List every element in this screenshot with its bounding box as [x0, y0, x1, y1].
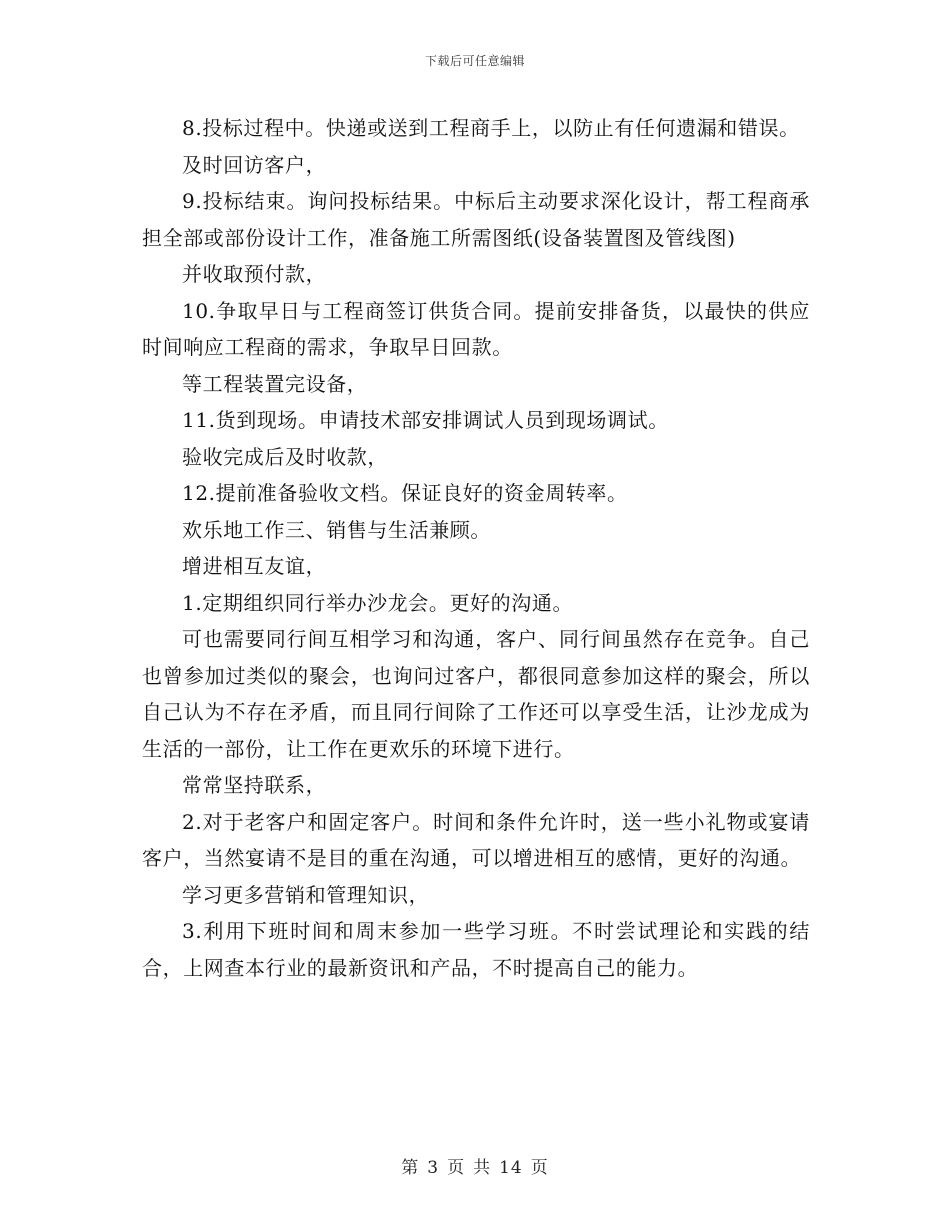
paragraph: 9.投标结束。询问投标结果。中标后主动要求深化设计，帮工程商承担全部或部份设计工作，准备施工所需图纸(设备装置图及管线图): [142, 189, 810, 250]
paragraph: 欢乐地工作三、销售与生活兼顾。: [182, 517, 491, 542]
paragraph: 11.货到现场。申请技术部安排调试人员到现场调试。: [182, 408, 669, 432]
page-footer: [0, 1153, 950, 1178]
paragraph: 12.提前准备验收文档。保证良好的资金周转率。: [182, 481, 628, 505]
paragraph: 2.对于老客户和固定客户。时间和条件允许时，送一些小礼物或宴请客户，当然宴请不是目的重在沟通，可以增进相互的感情，更好的沟通。: [142, 809, 810, 870]
paragraph: 学习更多营销和管理知识，: [182, 882, 430, 907]
paragraph: 并收取预付款，: [182, 262, 327, 286]
paragraph: 10.争取早日与工程商签订供货合同。提前安排备货，以最快的供应时间响应工程商的需求，争取早日回款。: [142, 298, 810, 359]
paragraph: 等工程装置完设备，: [182, 371, 368, 396]
footer-prefix: 第: [401, 1158, 420, 1178]
paragraph: 3.利用下班时间和周末参加一些学习班。不时尝试理论和实践的结合，上网查本行业的最新资讯和产品，不时提高自己的能力。: [142, 919, 810, 980]
paragraph: 及时回访客户，: [182, 152, 327, 177]
paragraph: 验收完成后及时收款，: [182, 444, 388, 469]
footer-total-word: 共: [473, 1158, 492, 1178]
document-body: [142, 110, 810, 986]
page-header: 下载后可任意编辑: [424, 54, 525, 68]
footer-suffix: 页: [530, 1158, 549, 1178]
paragraph: 1.定期组织同行举办沙龙会。更好的沟通。: [182, 590, 574, 615]
paragraph: 可也需要同行间互相学习和沟通，客户、同行间虽然存在竞争。自己也曾参加过类似的聚会，也询问过客户，都很同意参加这样的聚会，所以自己认为不存在矛盾，而且同行间除了工作还可以享受生活，让沙龙成为生活的一部份，让工作在更欢乐的环境下进行。: [142, 627, 810, 761]
footer-current-page: 3: [427, 1158, 440, 1178]
paragraph: 8.投标过程中。快递或送到工程商手上，以防止有任何遗漏和错误。: [182, 116, 800, 140]
footer-page-word: 页: [447, 1158, 466, 1178]
paragraph: 常常坚持联系，: [182, 773, 327, 797]
footer-total-pages: 14: [499, 1158, 523, 1178]
paragraph: 增进相互友谊，: [182, 554, 327, 578]
